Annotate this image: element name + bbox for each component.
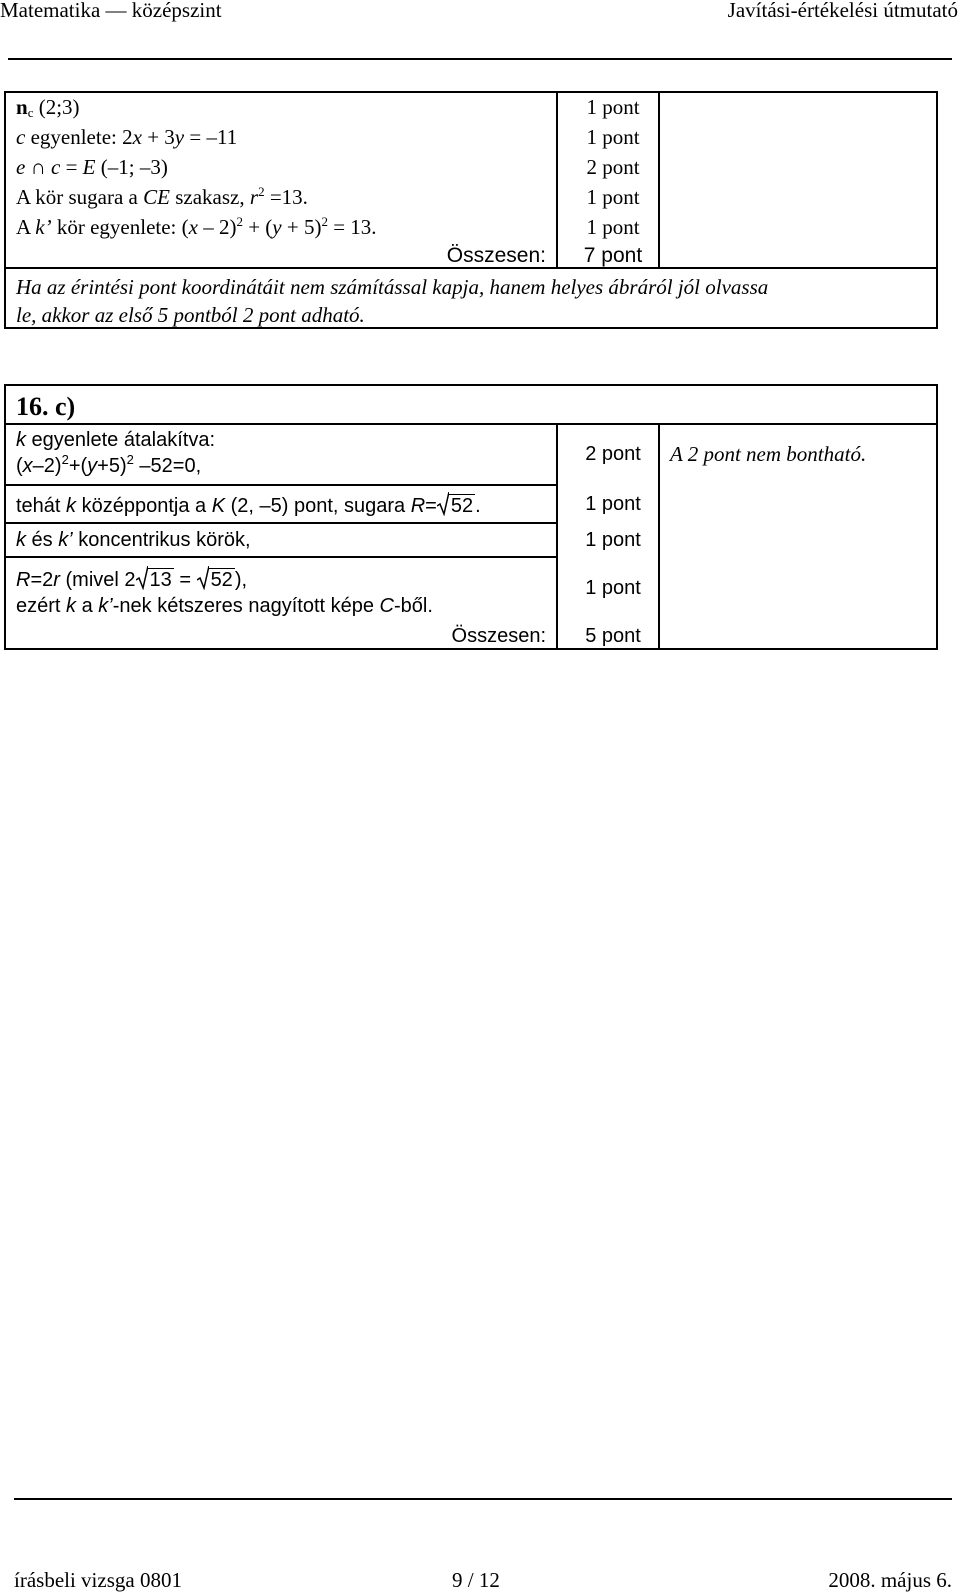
points-row-5: 1 pont <box>586 215 640 239</box>
comment-not-divisible: A 2 pont nem bontható. <box>670 442 867 466</box>
row-normal-vector: $n_c$ (2;3) <box>16 95 80 120</box>
header-rule <box>8 58 952 60</box>
points-row-3: 2 pont <box>586 155 640 179</box>
footer-exam-code: írásbeli vizsga 0801 <box>14 1568 182 1592</box>
row-radius-ratio: R=2r (mivel 2 13 = 52 ), <box>16 568 247 590</box>
footer-page-number: 9 / 12 <box>452 1568 500 1592</box>
row-center-radius: tehát k középpontja a K (2, –5) pont, sugara R= 52 . <box>16 494 481 516</box>
row-transformed-equation: $(x-2)^2+(y+5)^2$ –52=0, <box>16 452 202 477</box>
total-label-2: Összesen: <box>451 625 546 647</box>
points-row-4: 1 pont <box>586 185 640 209</box>
table-1-column-divider <box>556 91 558 269</box>
header-title: Matematika — középszint <box>0 0 222 22</box>
header-subtitle: Javítási-értékelési útmutató <box>727 0 958 22</box>
note-line-2: le, akkor az első 5 pontból 2 pont adható. <box>16 303 365 327</box>
points-row-1: 1 pont <box>586 95 640 119</box>
row-radius: A kör sugara a CE szakasz, $r^2 =13$. <box>16 184 308 209</box>
row-circle-equation: A k’ kör egyenlete: $(x - 2)^2 + (y + 5)^2 = 13$. <box>16 214 377 239</box>
table-2-row-divider-3 <box>4 556 558 558</box>
sqrt-52: 52 <box>437 494 475 516</box>
table-2-row-divider-1 <box>4 484 558 486</box>
task-title: 16. c) <box>16 392 76 421</box>
note-line-1: Ha az érintési pont koordinátáit nem számítással kapja, hanem helyes ábráról jól olvassa <box>16 275 769 299</box>
sqrt-52-b: 52 <box>197 568 235 590</box>
row-intersection: e ∩ c = E (–1; –3) <box>16 155 168 179</box>
total-points-1: 7 pont <box>583 244 643 267</box>
footer-rule <box>14 1498 952 1500</box>
row-enlargement: ezért k a k’-nek kétszeres nagyított képe C-ből. <box>16 595 433 617</box>
total-label-1: Összesen: <box>446 244 546 267</box>
points-16c-2: 1 pont <box>585 493 641 515</box>
row-transform-intro: k egyenlete átalakítva: <box>16 429 216 451</box>
table-1-note-divider <box>4 267 938 269</box>
table-2-row-divider-2 <box>4 522 558 524</box>
total-points-2: 5 pont <box>585 625 641 647</box>
points-16c-1: 2 pont <box>585 443 641 465</box>
sqrt-13: 13 <box>136 568 174 590</box>
table-2-title-divider <box>4 423 938 425</box>
points-16c-3: 1 pont <box>585 529 641 551</box>
row-line-equation: c egyenlete: 2x + 3y = –11 <box>16 125 238 149</box>
table-2-column-divider <box>556 423 558 650</box>
row-concentric: k és k’ koncentrikus körök, <box>16 529 251 551</box>
footer-date: 2008. május 6. <box>828 1568 952 1592</box>
points-16c-4: 1 pont <box>585 577 641 599</box>
points-row-2: 1 pont <box>586 125 640 149</box>
